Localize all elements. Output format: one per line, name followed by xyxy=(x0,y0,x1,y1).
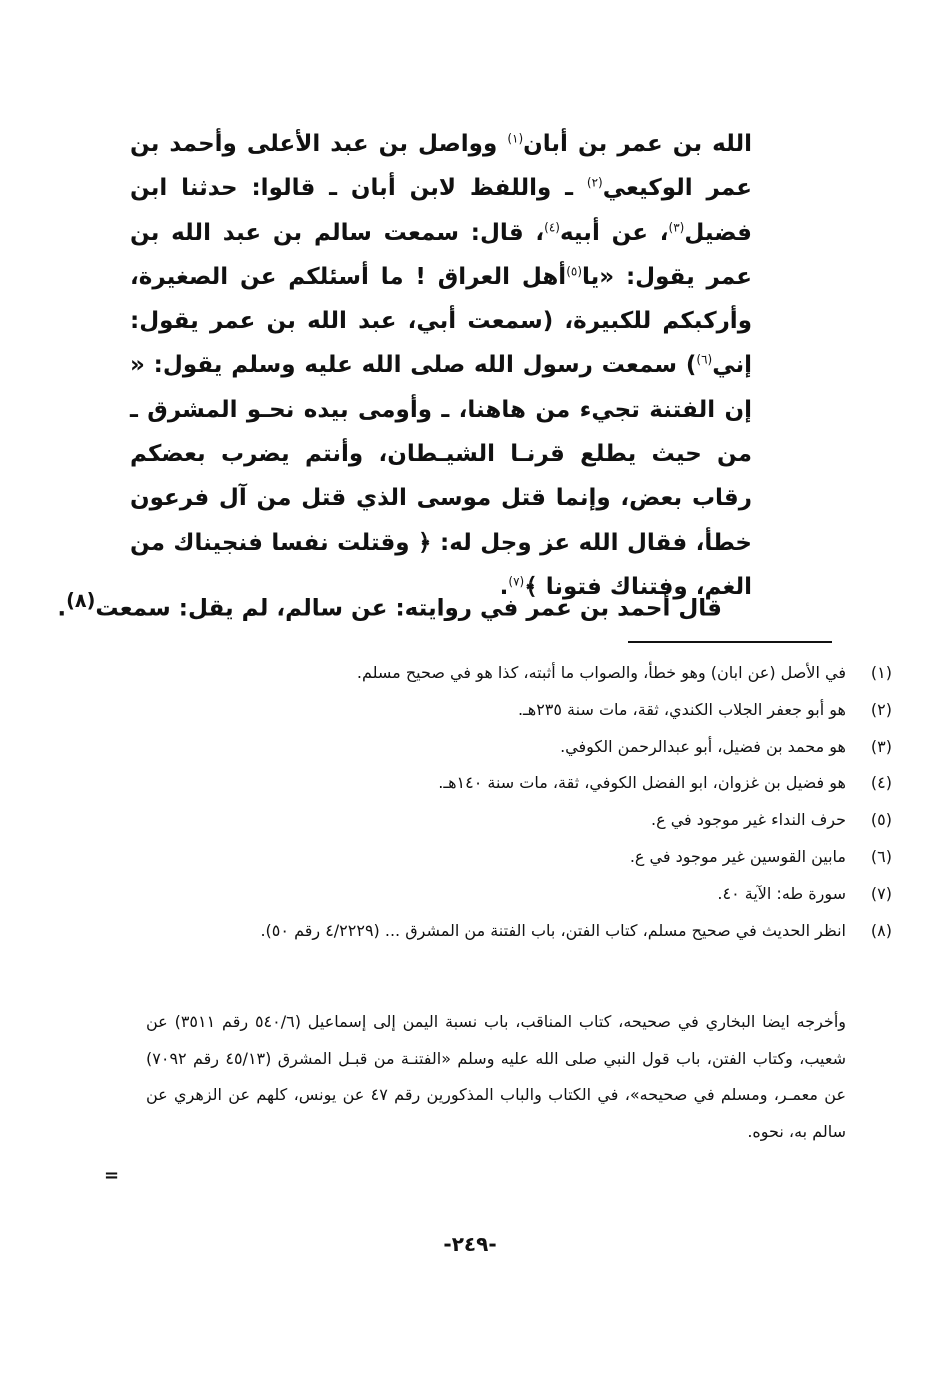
footnote-ref: (٥) xyxy=(566,264,583,279)
main-text xyxy=(130,122,752,609)
main-text-part: ، عن أبيه xyxy=(559,219,669,246)
quran-verse: ﴿ وقتلت نفسا فنجيناك من الغم، وفتناك فتونا ﴾ xyxy=(130,529,752,600)
main-text-part: . xyxy=(499,573,509,600)
main-text-part: وواصل بن عبد الأعلى وأحمد بن عمر الوكيعي xyxy=(130,131,752,202)
footnote-number: (٥) xyxy=(870,810,892,830)
footnote-item xyxy=(146,655,892,692)
footnote-ref: (٦) xyxy=(696,352,713,367)
main-text-part: ) سمعت رسول الله صلى الله عليه وسلم يقول: « إن الفتنة تجيء من هاهنا، ـ وأومى بيده نحـو المشرق ـ من حيث يطلع قرنـا الشيـطان، وأنتم يضرب بعضكم رقاب بعض، وإنما قتل موسى الذي قتل من آل فرعون خطأ، فقال الله عز وجل له: xyxy=(130,352,752,556)
footnote-item xyxy=(146,729,892,766)
footnote-text: هو فضيل بن غزوان، ابو الفضل الكوفي، ثقة، مات سنة ١٤٠هـ. xyxy=(438,773,846,793)
continuation-mark: = xyxy=(104,1165,120,1186)
footnote-number: (٦) xyxy=(870,846,892,866)
main-text-part: الله بن عمر بن أبان xyxy=(523,131,753,157)
footnote-ref: (٧) xyxy=(508,574,525,589)
footnote-ref: (٤) xyxy=(544,219,560,234)
footnote-item xyxy=(146,802,892,839)
footnote-ref: (١) xyxy=(507,131,524,146)
footnote-number: (٣) xyxy=(870,736,892,756)
footnote-ref: (٣) xyxy=(668,219,685,234)
footnote-item xyxy=(146,692,892,729)
footnotes-list xyxy=(146,655,892,949)
footnote-item xyxy=(146,765,892,802)
footnote-ref: (٨) xyxy=(66,589,96,612)
footnote-ref: (٢) xyxy=(586,175,603,190)
narration-note xyxy=(57,586,722,624)
footnote-text: في الأصل (عن ابان) وهو خطأ، والصواب ما أثبته، كذا هو في صحيح مسلم. xyxy=(356,663,846,682)
narration-note-text: قال أحمد بن عمر في روايته: عن سالم، لم يقل: سمعت xyxy=(95,595,722,622)
footnote-number: (٧) xyxy=(870,883,892,903)
footnote-separator xyxy=(628,641,832,643)
main-text-part: ـ واللفظ لابن أبان ـ قالوا: حدثنا ابن فضيل xyxy=(130,175,752,246)
footnote-item xyxy=(146,839,892,876)
footnote-text: هو محمد بن فضيل، أبو عبدالرحمن الكوفي. xyxy=(560,736,846,756)
footnote-item xyxy=(146,913,892,950)
footnote-number: (٤) xyxy=(870,773,892,793)
footnote-text: مابين القوسين غير موجود في ع. xyxy=(629,846,846,866)
footnote-number: (٨) xyxy=(870,920,892,940)
footnote-number: (٢) xyxy=(870,699,892,719)
main-text-part: أهل العراق ! ما أسئلكم عن الصغيرة، وأركبكم للكبيرة، (سمعت أبي، عبد الله بن عمر يقول: إني xyxy=(130,263,752,379)
footnote-number: (١) xyxy=(870,663,892,682)
footnote-text: انظر الحديث في صحيح مسلم، كتاب الفتن، باب الفتنة من المشرق ... (٤/٢٢٢٩ رقم ٥٠). xyxy=(260,920,846,940)
footnote-text: هو أبو جعفر الجلاب الكندي، ثقة، مات سنة ٢٣٥هـ. xyxy=(517,699,846,719)
footnote-text: حرف النداء غير موجود في ع. xyxy=(650,810,846,830)
page-number: -٢٤٩- xyxy=(443,1232,497,1256)
footnote-continuation: وأخرجه ايضا البخاري في صحيحه، كتاب المناقب، باب نسبة اليمن إلى إسماعيل (٥٤٠/٦ رقم ٣٥١١) عن شعيب، وكتاب الفتن، باب قول النبي صلى الله عليه وسلم «الفتنـة من قبـل المشرق (٤٥/١٣ رقم ٧٠٩٢) عن معمـر، ومسلم في صحيحه»، في الكتاب والباب المذكورين رقم ٤٧ عن يونس، كلهم عن الزهري عن سالم به، نحوه. xyxy=(146,1012,846,1141)
narration-note-end: . xyxy=(57,595,67,622)
footnote-text: سورة طه: الآية ٤٠. xyxy=(717,883,846,903)
main-text-part: ، قال: سمعت سالم بن عبد الله بن عمر يقول: «يا xyxy=(130,219,752,290)
footnote-item xyxy=(146,876,892,913)
